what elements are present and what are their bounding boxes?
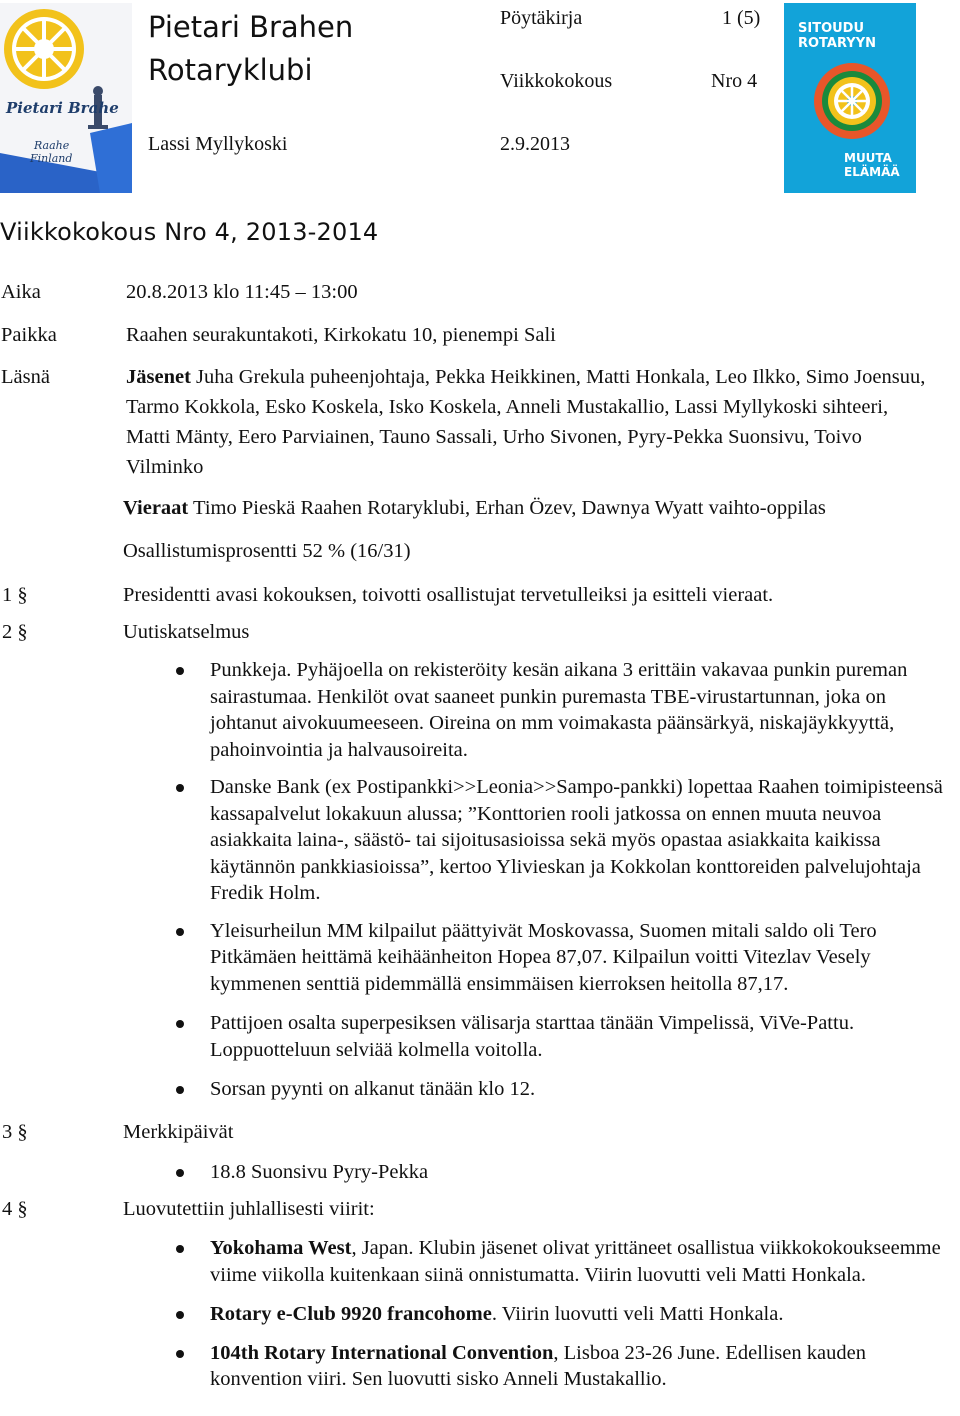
document-title: Viikkokokous Nro 4, 2013-2014 xyxy=(0,218,379,246)
rotary-wheel-icon xyxy=(812,55,892,147)
section-number: 4 § xyxy=(2,1198,28,1220)
pennant-list xyxy=(176,1235,952,1393)
guests-paragraph xyxy=(123,495,943,521)
aika-value: 20.8.2013 klo 11:45 – 13:00 xyxy=(126,281,358,303)
meeting-type: Viikkokokous xyxy=(500,70,613,92)
campaign-line4: ELÄMÄÄ xyxy=(844,165,900,179)
list-item: Pattijoen osalta superpesiksen välisarja starttaa tänään Vimpelissä, ViVe-Pattu. Loppuotteluun selviää kolmella voitolla. xyxy=(176,1010,952,1063)
pennant-club: 104th Rotary International Convention xyxy=(210,1341,554,1364)
list-item: Yleisurheilun MM kilpailut päättyivät Moskovassa, Suomen mitali saldo oli Tero Pitkämäen heittämä keihäänheiton Hopea 87,07. Kilpailun voitti Vitezlav Vesely kymmenen senttiä pidemmällä ensimmäisen kierroksen heitolla 87,17. xyxy=(176,918,952,998)
pennant-club: Rotary e-Club 9920 francohome xyxy=(210,1303,492,1325)
pennant-text: , Lisboa 23-26 June. Edellisen kauden konvention viiri. Sen luovutti sisko Anneli Mustakallio. xyxy=(210,1341,866,1390)
campaign-logo xyxy=(784,3,916,193)
list-item: Punkkeja. Pyhäjoella on rekisteröity kesän aikana 3 erittäin vakavaa punkin pureman sairastumaa. Henkilöt ovat saaneet punkin puremasta TBE-virustartunnan, joka on johtanut aivokuumeeseen. Oireina on mm voimakasta päänsärkyä, niskajäykkyyttä, pahoinvointia ja halvausoireita. xyxy=(176,657,952,763)
lasna-label: Läsnä xyxy=(1,366,50,388)
paikka-value: Raahen seurakuntakoti, Kirkokatu 10, pienempi Sali xyxy=(126,324,556,346)
club-name: Pietari Brahen Rotaryklubi xyxy=(148,10,354,87)
list-item xyxy=(176,1235,952,1288)
guests-list: Timo Pieskä Raahen Rotaryklubi, Erhan Özev, Dawnya Wyatt vaihto-oppilas xyxy=(193,497,826,519)
guests-label: Vieraat xyxy=(123,497,189,519)
section-number: 2 § xyxy=(2,621,28,643)
aika-label: Aika xyxy=(1,281,41,303)
meeting-number: Nro 4 xyxy=(711,70,758,92)
pennant-club: Yokohama West xyxy=(210,1237,352,1259)
campaign-line1: SITOUDU xyxy=(798,21,865,36)
logo-script-country: Finland xyxy=(30,152,73,165)
members-paragraph xyxy=(126,362,936,482)
section-number: 1 § xyxy=(2,584,28,606)
campaign-line2: ROTARYYN xyxy=(798,36,876,51)
section-text: Merkkipäivät xyxy=(123,1121,234,1143)
page-number: 1 (5) xyxy=(722,7,761,29)
members-list: Juha Grekula puheenjohtaja, Pekka Heikkinen, Matti Honkala, Leo Ilkko, Simo Joensuu, Tarmo Kokkola, Esko Koskela, Isko Koskela, Anneli Mustakallio, Lassi Myllykoski sihteeri, Matti Mänty, Eero Parviainen, Tauno Sassali, Urho Sivonen, Pyry-Pekka Suonsivu, Toivo Vilminko xyxy=(126,366,926,478)
pennant-text: . Viirin luovutti veli Matti Honkala. xyxy=(491,1303,784,1325)
club-logo xyxy=(0,3,132,193)
list-item: Sorsan pyynti on alkanut tänään klo 12. xyxy=(176,1076,952,1103)
pennant-text: , Japan. Klubin jäsenet olivat yrittäneet osallistua viikkokokoukseemme viime viikolla kuitenkaan siinä onnistumatta. Viirin luovutti veli Matti Honkala. xyxy=(210,1237,941,1286)
attendance: Osallistumisprosentti 52 % (16/31) xyxy=(123,540,411,562)
list-item xyxy=(176,1301,952,1328)
date: 2.9.2013 xyxy=(500,133,570,155)
section-text: Uutiskatselmus xyxy=(123,621,250,643)
news-list xyxy=(176,657,952,1103)
doc-type: Pöytäkirja xyxy=(500,7,583,29)
list-item: 18.8 Suonsivu Pyry-Pekka xyxy=(176,1159,952,1186)
logo-script-name: Pietari Brahe xyxy=(6,99,119,117)
section-number: 3 § xyxy=(2,1121,28,1143)
author: Lassi Myllykoski xyxy=(148,133,288,155)
list-item: Danske Bank (ex Postipankki>>Leonia>>Sampo-pankki) lopettaa Raahen toimipisteensä kassapalvelut lokakuun alussa; ”Konttorien rooli jatkossa on ennen muuta neuvoa asiakkaita laina-, säästö- tai sijoitusasioissa sekä myös opastaa asiakkaita kaikissa käytännön pankkiasioissa”, kertoo Ylivieskan ja Kokkolan konttoreiden palvelujohtaja Fredik Holm. xyxy=(176,774,952,907)
paikka-label: Paikka xyxy=(1,324,57,346)
members-label: Jäsenet xyxy=(126,366,191,388)
section-text: Luovutettiin juhlallisesti viirit: xyxy=(123,1198,375,1220)
section-text: Presidentti avasi kokouksen, toivotti osallistujat tervetulleiksi ja esitteli vieraat. xyxy=(123,584,774,606)
list-item xyxy=(176,1340,952,1393)
birthday-list xyxy=(176,1159,952,1186)
logo-script-town: Raahe xyxy=(34,139,70,152)
campaign-line3: MUUTA xyxy=(844,151,892,165)
